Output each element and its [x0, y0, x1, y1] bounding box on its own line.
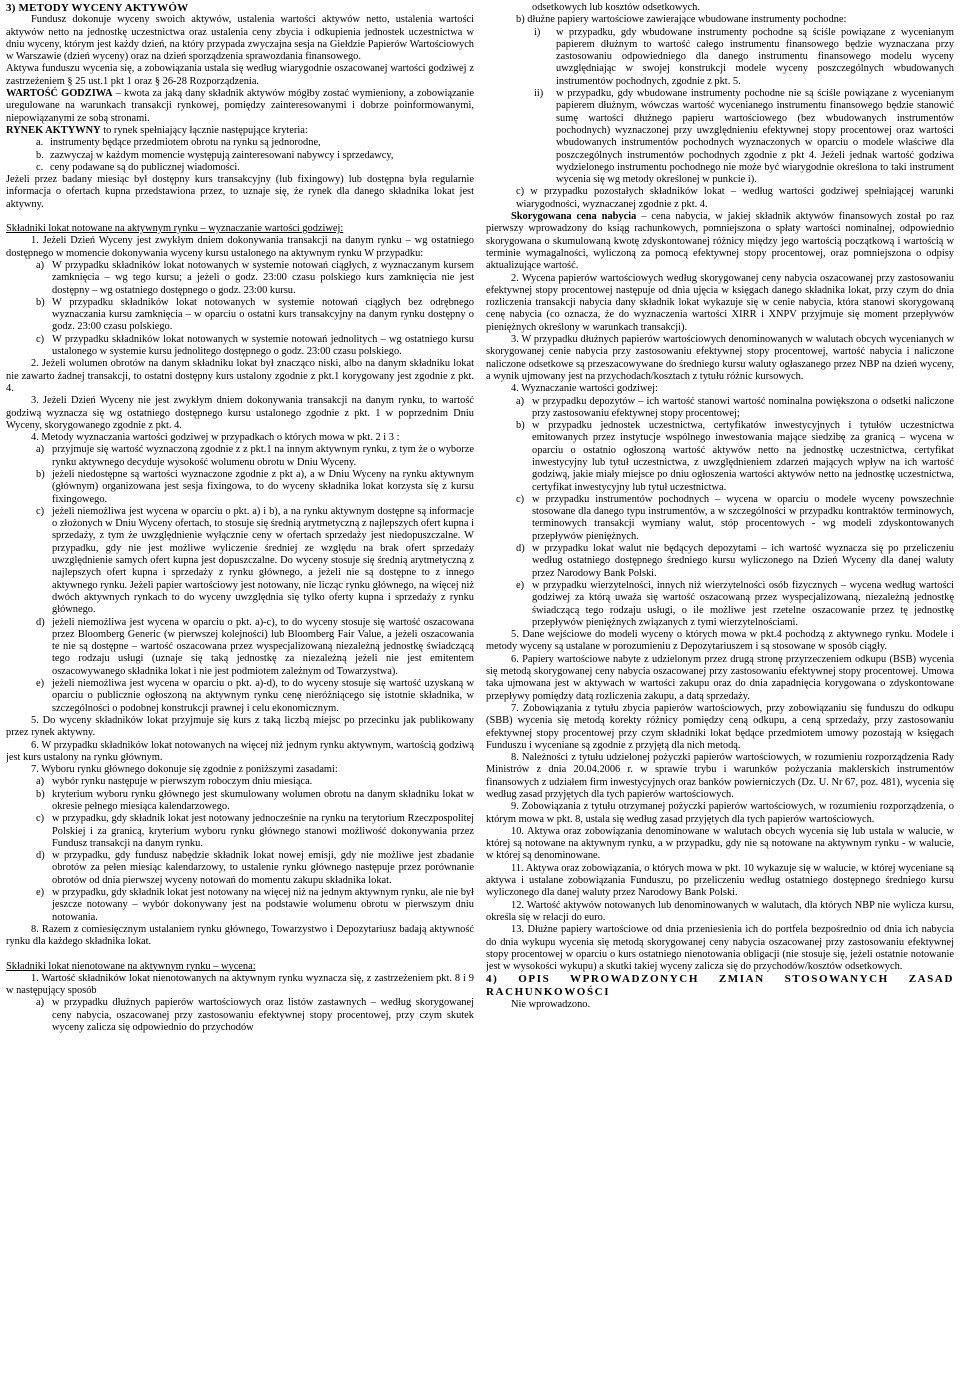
section-heading-accounting-changes: 4) OPIS WPROWADZONYCH ZMIAN STOSOWANYCH ZASAD RACHUNKOWOŚCI	[486, 973, 954, 999]
point-1-list	[6, 260, 474, 358]
list-item: a) W przypadku składników lokat notowanych w systemie notowań ciągłych, z wyznaczanym kursem zamknięcia – wg tego kursu; a jeżeli o godz. 23:00 czasu polskiego kurs zamknięcia nie jest dostępny – wg ostatniego dostępnego o godz. 23:00 kursu.	[36, 259, 474, 296]
no-active-market-paragraph: Jeżeli przez badany miesiąc był dostępny kurs transakcyjny (lub fixingowy) lub dostępna była regularnie informacja o ofertach kupna przedstawiona przez, to uznaje się, że rynek dla danego składnika lokat jest aktywny.	[6, 174, 474, 210]
list-item: odsetkowych lub kosztów odsetkowych.	[532, 2, 700, 13]
list-item: a. instrumenty będące przedmiotem obrotu na rynku są jednorodne,	[36, 137, 321, 149]
unlisted-point-1: 1. Wartość składników lokat nienotowanych na aktywnym rynku wyznacza się, z zastrzeżeniem pkt. 8 i 9 w następujący sposób	[6, 972, 474, 997]
list-item: c) w przypadku instrumentów pochodnych – wycena w oparciu o modele wyceny powszechnie stosowane dla danego typu instrumentów, a w szczególności w przypadku kontraktów terminowych, terminowych transakcji wymiany walut, stóp procentowych - wg modeli zdyskontowanych przepływów pieniężnych.	[516, 493, 954, 542]
intro-paragraph-2: Aktywa funduszu wycenia się, a zobowiązania ustala się według wiarygodnie oszacowanej wartości godziwej z zastrzeżeniem § 25 ust.1 pkt 1 oraz § 26-28 Rozporządzenia.	[6, 63, 474, 87]
list-item: a) wybór rynku następuje w pierwszym roboczym dniu miesiąca.	[36, 776, 313, 788]
point-8: 8. Razem z comiesięcznym ustalaniem rynku głównego, Towarzystwo i Depozytariusz badają aktywność rynku dla każdego składnika lokat.	[6, 923, 474, 948]
right-point-7: 7. Zobowiązania z tytułu zbycia papierów wartościowych, przy zobowiązaniu się funduszu do odkupu (SBB) wycenia się metodą korekty różnicy pomiędzy ceną odkupu, a ceną sprzedaży, przy zastosowaniu efektywnej stopy procentowej przy czym składniki lokat będące przedmiotem umowy pozostają w księgach Funduszu i wyceniane są zgodnie z przyjętą dla nich metodą.	[486, 702, 954, 751]
point-1: 1. Jeżeli Dzień Wyceny jest zwykłym dniem dokonywania transakcji na danym rynku – wg ostatniego dostępnego w momencie dokonywania wyceny kursu ustalonego na aktywnym rynku W przypadku:	[6, 235, 474, 259]
accounting-changes-body: Nie wprowadzono.	[511, 999, 591, 1011]
list-item: e) jeżeli niemożliwa jest wycena w oparciu o pkt. a)-d), to do wyceny stosuje się wartość uzyskaną w oparciu o publicznie ogłoszoną na aktywnym rynku cenę nieróżniącego się istotnie składnika, w szczególności o podobnej konstrukcji prawnej i celu ekonomicznym.	[36, 678, 474, 714]
list-item: a) w przypadku dłużnych papierów wartościowych oraz listów zastawnych – według skorygowanej ceny nabycia, oszacowanej przy zastosowaniu efektywnej stopy procentowej, przy czym skutek wyceny zalicza się odpowiednio do przychodów	[36, 997, 474, 1034]
point-7-list	[6, 776, 474, 924]
fair-value-text: – kwota za jaką dany składnik aktywów mógłby zostać wymieniony, a zobowiązanie uregulowane na warunkach transakcji rynkowej, pomiędzy zainteresowanymi i dobrze poinformowanymi, niepowiązanymi ze sobą stronami.	[6, 88, 474, 124]
unlisted-assets-heading: Składniki lokat nienotowane na aktywnym rynku – wycena:	[6, 960, 256, 972]
list-item: c) jeżeli niemożliwa jest wycena w oparciu o pkt. a) i b), a na rynku aktywnym dostępne są informacje o złożonych w Dniu Wyceny ofertach, to stosuje się średnią arytmetyczną z najlepszych ofert kupna i sprzedaży, z tym że uwzględnienie wyłącznie ceny w ofertach sprzedaży jest niedopuszczalne. W przypadku, gdy nie jest możliwe wyliczenie średniej ze względu na brak ofert sprzedaży uwzględnienie samych ofert kupna jest dopuszczalne. Do wyceny stosuje się średnią arytmetyczną z najlepszych ofert kupna i sprzedaży z rynku głównego, a jeżeli nie są dostępne to z innego aktywnego rynku. Jeżeli papier wartościowy jest notowany, nie licząc rynku głównego, na więcej niż dwóch aktywnych rynkach to do wyceny uwzględnia się tylko oferty kupna i sprzedaży z rynku głównego.	[36, 505, 474, 616]
embedded-derivatives-list	[486, 27, 954, 187]
left-column	[6, 2, 474, 1381]
list-item: e) w przypadku, gdy składnik lokat jest notowany na więcej niż na jednym aktywnym rynku, ale nie był jeszcze notowany – wybór dokonywany jest na podstawie wolumenu obrotu w pierwszym dniu notowania.	[36, 887, 474, 923]
listed-assets-heading: Składniki lokat notowane na aktywnym rynku – wyznaczanie wartości godziwej:	[6, 223, 344, 235]
point-6: 6. W przypadku składników lokat notowanych na więcej niż jednym rynku aktywnym, wartością godziwą jest kurs ustalony na rynku głównym.	[6, 739, 474, 763]
list-item: b) W przypadku składników lokat notowanych w systemie notowań ciągłych bez odrębnego wyznaczania kursu zamknięcia – w oparciu o ostatni kurs transakcyjny na danym rynku dostępny o godz. 23:00 czasu polskiego.	[36, 296, 474, 333]
right-point-4: 4. Wyznaczanie wartości godziwej:	[511, 383, 658, 395]
point-2: 2. Jeżeli wolumen obrotów na danym składniku lokat był znacząco niski, albo na danym składniku lokat nie zawarto żadnej transakcji, to ostatni dostępny kurs ustalony zgodnie z pkt.1 korygowany jest zgodnie z pkt. 4.	[6, 358, 474, 394]
list-item: i) w przypadku, gdy wbudowane instrumenty pochodne są ściśle powiązane z wycenianym papierem dłużnym to wartość całego instrumentu finansowego będzie wyznaczana przy zastosowaniu odpowiedniego dla danego instrumentu finansowego modelu wyceny uwzględniając w swojej konstrukcji modele wyceny poszczególnych wbudowanych instrumentów pochodnych, zgodnie z pkt. 5.	[534, 26, 954, 87]
active-market-term: RYNEK AKTYWNY	[6, 124, 101, 136]
right-point-10: 10. Aktywa oraz zobowiązania denominowane w walutach obcych wycenia się lub ustala w walucie, w której są notowane na aktywnym rynku, a w przypadku, gdy nie są notowane na aktywnym rynku - w walucie, w której są denominowane.	[486, 825, 954, 862]
list-item: e) w przypadku wierzytelności, innych niż wierzytelności osób fizycznych – wycena według wartości godziwej za którą uważa się wartość oszacowaną przez wyspecjalizowaną, niezależną jednostkę świadczącą tego rodzaju usługi, o ile możliwe jest rzetelne oszacowanie przez tę jednostkę przepływów pieniężnych związanych z tymi wierzytelnościami.	[516, 579, 954, 628]
right-point-6: 6. Papiery wartościowe nabyte z udzielonym przez drugą stronę przyrzeczeniem odkupu (BSB) wycenia się metodą skorygowanej ceny nabycia oszacowanej przy zastosowaniu efektywnej stopy procentowej. Umowa taka ujmowana jest w aktywach w wartości zakupu oraz do dnia zapadnięcia korygowana o zdyskontowane przepływy pomiędzy datą rozliczenia zakupu, a datą sprzedaży.	[486, 653, 954, 702]
point-4-list	[6, 444, 474, 715]
list-item: b) jeżeli niedostępne są wartości wyznaczone zgodnie z pkt a), a w Dniu Wyceny na rynku aktywnym (głównym) organizowana jest sesja fixingowa, to do wyceny składnika lokat korzysta się z kursu fixingowego.	[36, 468, 474, 505]
amortized-cost-term: Skorygowana cena nabycia	[511, 211, 637, 223]
list-item: b. zazwyczaj w każdym momencie występują zainteresowani nabywcy i sprzedawcy,	[36, 149, 394, 161]
continued-list	[486, 2, 954, 14]
section-heading-valuation-methods: 3) METODY WYCENY AKTYWÓW	[6, 2, 189, 14]
fair-value-definition	[6, 88, 474, 125]
right-point-4-list	[486, 396, 954, 630]
right-point-13: 13. Dłużne papiery wartościowe od dnia przeniesienia ich do portfela bezpośrednio od dnia ich nabycia do dnia wykupu wycenia się metodą skorygowanej ceny nabycia oszacowanej przy zastosowaniu efektywnej stopy procentowej w oparciu o kurs ostatniego nienotowania obligacji (nie stosuje się, jeżeli ostatnie notowanie jest w wysokości wykupu) a skutki takiej wyceny zalicza się do przychodów/kosztów odsetkowych.	[486, 924, 954, 973]
right-point-11: 11. Aktywa oraz zobowiązania, o których mowa w pkt. 10 wykazuje się w walucie, w której wyceniane są aktywa i ustalane zobowiązania Funduszu, po przeliczeniu według ostatniego dostępnego średniego kursu wyliczonego dla danej waluty przez Narodowy Bank Polski.	[486, 862, 954, 899]
list-item: b) kryterium wyboru rynku głównego jest skumulowany wolumen obrotu na danym składniku lokat w okresie pełnego miesiąca kalendarzowego.	[36, 788, 474, 812]
right-point-5: 5. Dane wejściowe do modeli wyceny o których mowa w pkt.4 pochodzą z aktywnego rynku. Modele i metody wyceny są ustalane w porozumieniu z Depozytariuszem i są stosowane w sposób ciągły.	[486, 629, 954, 653]
amortized-cost-definition	[486, 211, 954, 272]
criteria-list	[6, 137, 474, 174]
list-item: c) w przypadku, gdy składnik lokat jest notowany jednocześnie na rynku na terytorium Rzeczpospolitej Polskiej i za granicą, kryterium wyboru rynku głównego stanowi możliwość dokonywania przez Fundusz transakcji na danym rynku.	[36, 813, 474, 849]
fair-value-term: WARTOŚĆ GODZIWA	[6, 88, 113, 100]
point-7: 7. Wyboru rynku głównego dokonuje się zgodnie z poniższymi zasadami:	[31, 764, 338, 776]
list-item: d) w przypadku, gdy fundusz nabędzie składnik lokat nowej emisji, gdy nie możliwe jest zbadanie obrotów za pełen miesiąc kalendarzowy, to ustalenie rynku głównego następuje przez porównanie obrotów od dnia pierwszej wyceny notowań do momentu zakupu składnika lokat.	[36, 850, 474, 886]
active-market-text: to rynek spełniający łącznie następujące kryteria:	[103, 124, 308, 136]
right-point-2: 2. Wycena papierów wartościowych według skorygowanej ceny nabycia oszacowanej przy zastosowaniu efektywnej stopy procentowej następuje od dnia ujęcia w księgach danego składnika lokat, przy czym do dnia rozliczenia transakcji nabycia dany składnik lokat wykazuje się w cenie nabycia, która stanowi skorygowaną cenę nabycia (co oznacza, że do wyznaczenia wartości XIRR i XNPV przyjmuje się moment przepływów pieniężnych określony w warunkach transakcji).	[486, 272, 954, 333]
active-market-definition	[6, 125, 474, 137]
list-item: c) W przypadku składników lokat notowanych w systemie notowań jednolitych – wg ostatniego kursu ustalonego w systemie kursu jednolitego dostępnego o godz. 23:00 czasu polskiego.	[36, 333, 474, 358]
right-point-3: 3. W przypadku dłużnych papierów wartościowych denominowanych w walutach obcych wycenianych w skorygowanej cenie nabycia przy zastosowaniu efektywnej stopy procentowej, wartość nabycia i naliczone naliczone odsetkowe są przeszacowywane do średniego kursu waluty ogłaszanego przez NBP na dzień wyceny, a wynik ujmowany jest na przychodach/kosztach z tytułu różnic kursowych.	[486, 334, 954, 382]
intro-paragraph: Fundusz dokonuje wyceny swoich aktywów, ustalenia wartości aktywów netto, ustalenia wartości aktywów netto na jednostkę uczestnictwa oraz ustalenia ceny zbycia i odkupienia jednostek uczestnictwa w dniu wyceny, którym jest każdy dzień, na który przypada zwyczajna sesja na Giełdzie Papierów Wartościowych w Warszawie (dzień wyceny) oraz na dzień sporządzenia sprawozdania finansowego.	[6, 14, 474, 63]
list-item: ii) w przypadku, gdy wbudowane instrumenty pochodne nie są ściśle powiązane z wycenianym papierem dłużnym, wówczas wartość wycenianego instrumentu finansowego będzie stanowić sumę wartości dłużnego papieru wartościowego (bez wbudowanych instrumentów pochodnych) wyznaczonej przy uwzględnieniu efektywnej stopy procentowej oraz wartości wbudowanych instrumentów pochodnych wyznaczonych w oparciu o modele właściwe dla poszczególnych instrumentów pochodnych zgodnie z pkt 4. Jeżeli jednak wartość godziwa wydzielonego instrumentu pochodnego nie może być wiarygodnie określona to taki instrument wycenia się wg metody określonej w punkcie i).	[534, 88, 954, 186]
right-column	[486, 2, 954, 1381]
amortized-cost-text: – cena nabycia, w jakiej składnik aktywów finansowych został po raz pierwszy wprowadzony do ksiąg rachunkowych, pomniejszona o spłaty wartości nominalnej, odpowiednio skorygowana o skumulowaną kwotę zdyskontowanej różnicy między jego wartością początkową i wartością w terminie wymagalności, wyliczoną za pomocą efektywnej stopy procentowej, oraz pomniejszona o odpisy aktualizujące wartość.	[486, 211, 954, 272]
list-item: a) w przypadku depozytów – ich wartość stanowi wartość nominalna powiększona o odsetki naliczone przy zastosowaniu efektywnej stopy procentowej;	[516, 395, 954, 419]
right-point-9: 9. Zobowiązania z tytułu otrzymanej pożyczki papierów wartościowych, w rozumieniu rozporządzenia, o którym mowa w pkt. 8, ustala się według zasad przyjętych dla tych papierów wartościowych.	[486, 801, 954, 825]
right-point-12: 12. Wartość aktywów notowanych lub denominowanych w walutach, dla których NBP nie wylicza kursu, określa się w relacji do euro.	[486, 899, 954, 923]
right-point-8: 8. Należności z tytułu udzielonej pożyczki papierów wartościowych, w rozumieniu rozporządzenia Rady Ministrów z dnia 20.04.2006 r. w sprawie trybu i warunków pożyczania maklerskich instrumentów finansowych z udziałem firm inwestycyjnych oraz banków powierniczych (Dz. U. Nr 67, poz. 481), wycenia się według zasad przyjętych dla tych papierów wartościowych.	[486, 752, 954, 800]
point-5: 5. Do wyceny składników lokat przyjmuje się kurs z taką liczbą miejsc po przecinku jak publikowany przez rynek aktywny.	[6, 714, 474, 739]
point-3: 3. Jeżeli Dzień Wyceny nie jest zwykłym dniem dokonywania transakcji na danym rynku, to wartość godziwą wyznacza się wg ostatniego dostępnego kursu ustalonego zgodnie z pkt. 1 w poprzednim Dniu Wyceny, skorygowanego zgodnie z pkt. 4.	[6, 395, 474, 431]
list-item: a) przyjmuje się wartość wyznaczoną zgodnie z z pkt.1 na innym aktywnym rynku, z tym że o wyborze rynku aktywnego decyduje wysokość wolumenu obrotu w Dniu Wyceny.	[36, 444, 474, 468]
list-item: c. ceny podawane są do publicznej wiadomości.	[36, 161, 240, 173]
other-assets-item: c) w przypadku pozostałych składników lokat – według wartości godziwej spełniającej warunki wiarygodności, wyznaczanej zgodnie z pkt. 4.	[516, 186, 954, 210]
list-item: b) w przypadku jednostek uczestnictwa, certyfikatów inwestycyjnych i tytułów uczestnictwa emitowanych przez instytucje wspólnego inwestowania mające siedzibę za granicą – wycena w oparciu o ostatnio ogłoszoną wartość aktywów netto na jednostkę uczestnictwa, certyfikat inwestycyjny lub tytuł uczestnictwa, z uwzględnieniem zdarzeń mających wpływ na ich wartość godziwą, jakie miały miejsce po dniu ogłoszenia wartości aktywów netto na jednostkę uczestnictwa, certyfikat inwestycyjny lub tytuł uczestnictwa.	[516, 420, 954, 493]
embedded-derivatives-heading: b) dłużne papiery wartościowe zawierające wbudowane instrumenty pochodne:	[516, 14, 847, 26]
list-item: d) jeżeli niemożliwa jest wycena w oparciu o pkt. a)-c), to do wyceny stosuje się wartość oszacowana przez Bloomberg Generic (w pierwszej kolejności) lub Bloomberg Fair Value, a jeżeli oszacowania te nie są dostępne – wartość oszacowana przez wyspecjalizowaną niezależną jednostkę świadczącą tego rodzaju usługi (uznaje się taką jednostkę za niezależną jeżeli nie jest emitentem oszacowywanego składnika lokat i nie jest podmiotem zależnym od Towarzystwa).	[36, 616, 474, 677]
point-4: 4. Metody wyznaczania wartości godziwej w przypadkach o których mowa w pkt. 2 i 3 :	[31, 432, 400, 444]
list-item: d) w przypadku lokat walut nie będących depozytami – ich wartość wyznacza się po przeliczeniu według ostatniego dostępnego średniego kursu wyliczonego na Dzień Wyceny dla danej waluty przez Narodowy Bank Polski.	[516, 543, 954, 579]
unlisted-point-1-list	[6, 997, 474, 1034]
